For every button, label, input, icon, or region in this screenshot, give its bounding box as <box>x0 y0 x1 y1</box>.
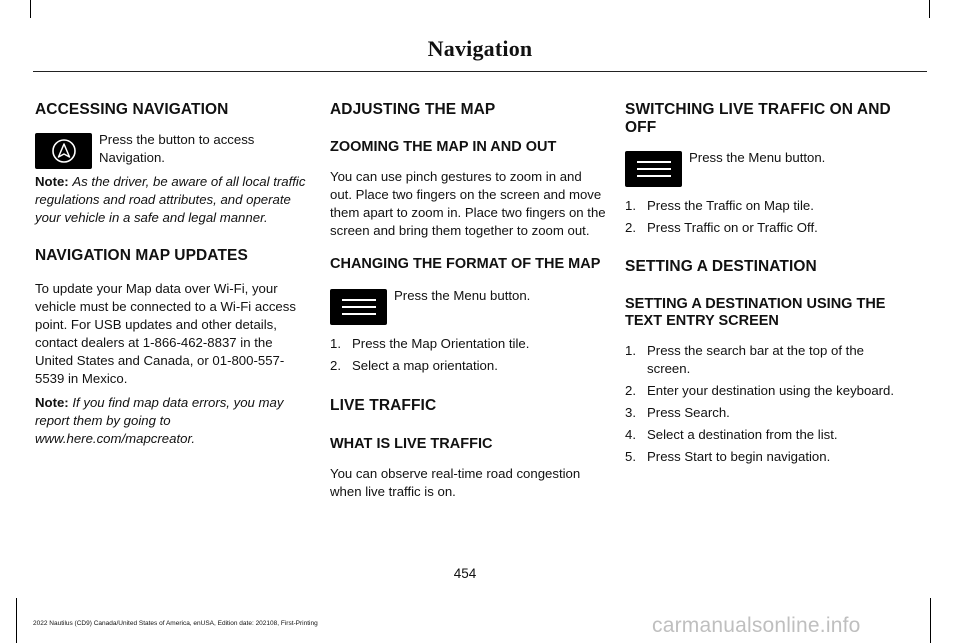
subsection-heading: WHAT IS LIVE TRAFFIC <box>330 436 493 452</box>
step-text: Press Search. <box>647 405 730 420</box>
column-left <box>35 96 311 448</box>
section-heading: SETTING A DESTINATION <box>625 258 817 275</box>
list-item <box>625 219 901 237</box>
page-title: Navigation <box>427 36 533 61</box>
list-item <box>625 426 901 444</box>
crop-mark <box>929 0 930 18</box>
step-text: Press the Traffic on Map tile. <box>647 198 814 213</box>
menu-icon <box>330 289 387 325</box>
step-number: 2. <box>625 383 636 398</box>
navigation-arrow-icon <box>35 133 92 169</box>
subsection-heading: ZOOMING THE MAP IN AND OUT <box>330 139 557 155</box>
watermark-logo: carmanualsonline.info <box>652 614 861 637</box>
menu-button-text: Press the Menu button. <box>394 288 531 303</box>
menu-button-text: Press the Menu button. <box>689 150 826 165</box>
steps-list <box>625 342 901 466</box>
note-text: If you find map data errors, you may report them by going to www.here.com/mapcreator. <box>35 395 284 446</box>
step-text: Select a destination from the list. <box>647 427 838 442</box>
note-label: Note: <box>35 174 69 189</box>
menu-button-row <box>625 151 901 187</box>
body-paragraph: To update your Map data over Wi-Fi, your vehicle must be connected to a Wi-Fi access point. For USB updates and other details, contact dealers at 1-866-462-8837 in the United States and Canada, or 01-800-557-5539 in Mexico. <box>35 281 296 386</box>
note-label: Note: <box>35 395 69 410</box>
section-heading: ADJUSTING THE MAP <box>330 101 496 118</box>
steps-list <box>625 197 901 237</box>
body-paragraph: You can use pinch gestures to zoom in and out. Place two fingers on the screen and move them apart to zoom in. Place two fingers on the screen and bring them together to zoom out. <box>330 169 606 238</box>
step-text: Enter your destination using the keyboard. <box>647 383 895 398</box>
list-item <box>330 335 606 353</box>
crop-mark <box>16 598 17 643</box>
list-item <box>625 404 901 422</box>
list-item <box>625 342 901 378</box>
step-text: Press Start to begin navigation. <box>647 449 831 464</box>
step-number: 4. <box>625 427 636 442</box>
list-item <box>625 197 901 215</box>
step-number: 1. <box>625 198 636 213</box>
step-number: 3. <box>625 405 636 420</box>
column-middle <box>330 96 606 501</box>
edition-footer: 2022 Nautilus (CD9) Canada/United States of America, enUSA, Edition date: 202108, First-Printing <box>33 620 318 627</box>
section-heading: LIVE TRAFFIC <box>330 397 437 414</box>
step-text: Press the Map Orientation tile. <box>352 336 530 351</box>
body-paragraph: You can observe real-time road congestion when live traffic is on. <box>330 466 581 499</box>
step-text: Press Traffic on or Traffic Off. <box>647 220 818 235</box>
step-number: 1. <box>625 343 636 358</box>
steps-list <box>330 335 606 375</box>
note-paragraph <box>35 394 311 448</box>
crop-mark <box>930 598 931 643</box>
note-text: As the driver, be aware of all local traffic regulations and road attributes, and operate your vehicle in a safe and legal manner. <box>35 174 306 225</box>
step-text: Press the search bar at the top of the screen. <box>647 343 864 376</box>
section-heading: NAVIGATION MAP UPDATES <box>35 247 248 264</box>
subsection-heading: SETTING A DESTINATION USING THE TEXT ENTRY SCREEN <box>625 296 886 329</box>
step-number: 2. <box>330 358 341 373</box>
step-number: 1. <box>330 336 341 351</box>
navigation-button-row <box>35 133 311 169</box>
page-number: 454 <box>453 566 477 581</box>
step-number: 5. <box>625 449 636 464</box>
navigation-button-text: Press the button to access Navigation. <box>99 132 255 165</box>
list-item <box>625 448 901 466</box>
step-number: 2. <box>625 220 636 235</box>
note-paragraph <box>35 173 311 227</box>
section-heading: ACCESSING NAVIGATION <box>35 101 229 118</box>
step-text: Select a map orientation. <box>352 358 498 373</box>
menu-button-row <box>330 289 606 325</box>
list-item <box>625 382 901 400</box>
crop-mark <box>30 0 31 18</box>
list-item <box>330 357 606 375</box>
subsection-heading: CHANGING THE FORMAT OF THE MAP <box>330 256 601 272</box>
section-heading: SWITCHING LIVE TRAFFIC ON AND OFF <box>625 101 891 136</box>
menu-icon <box>625 151 682 187</box>
column-right <box>625 96 901 466</box>
header-divider <box>33 71 927 72</box>
